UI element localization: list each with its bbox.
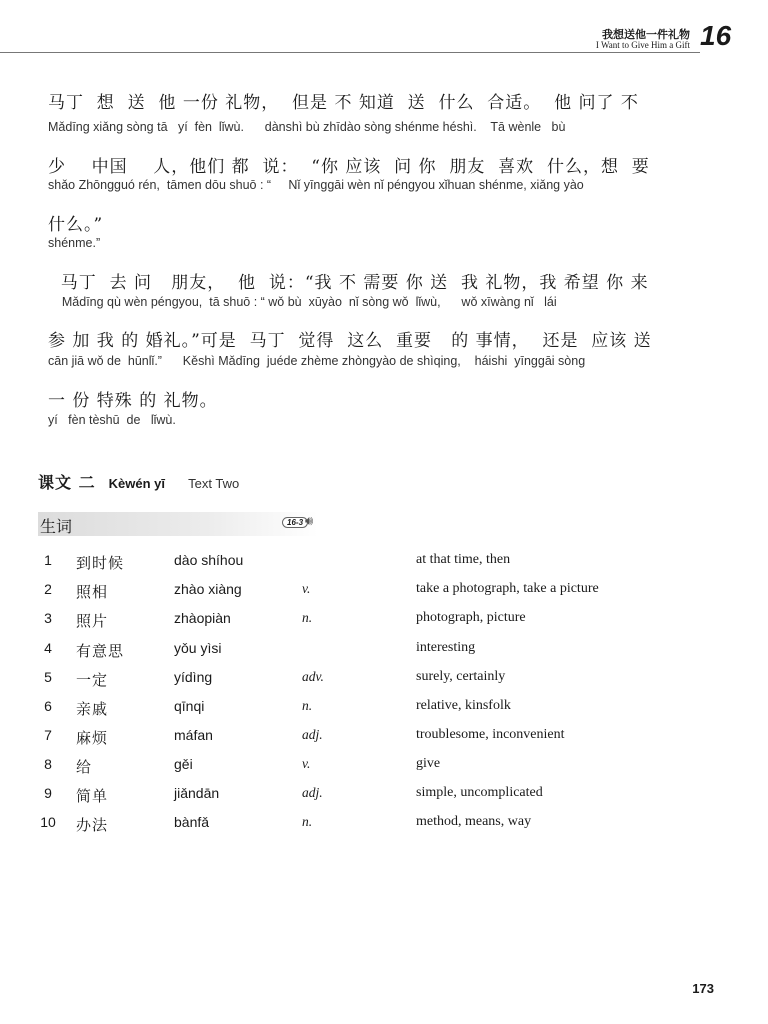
- vocab-definition: method, means, way: [416, 814, 532, 829]
- vocab-pinyin: yǒu yìsi: [174, 640, 222, 656]
- vocab-definition: interesting: [416, 640, 476, 655]
- vocab-row: [36, 727, 716, 756]
- vocab-row: [36, 610, 716, 639]
- vocab-part-of-speech: adj.: [302, 785, 323, 800]
- speaker-icon[interactable]: 🔊︎: [305, 514, 314, 529]
- section-title-pinyin: Kèwén yī: [108, 476, 166, 491]
- vocab-definition: relative, kinsfolk: [416, 698, 511, 713]
- vocab-characters: 给: [76, 758, 93, 776]
- passage-line-pinyin: cān jiā wǒ de hūnlǐ.” Kěshì Mǎdīng juéde zhème zhòngyào de shìqing, háishi yīnggāi sòng: [48, 354, 586, 368]
- vocab-number: 9: [44, 785, 52, 801]
- vocab-pinyin: jiǎndān: [174, 785, 220, 801]
- vocab-number: 4: [44, 640, 52, 656]
- vocab-definition: surely, certainly: [416, 669, 506, 684]
- vocab-definition: at that time, then: [416, 552, 511, 567]
- vocab-definition: give: [416, 756, 441, 771]
- vocab-row: [36, 669, 716, 698]
- passage-line-cn: 什么。”: [48, 215, 104, 235]
- vocab-title: 生词: [40, 517, 73, 536]
- passage-line-cn: 少 中国 人，他们 都 说： “你 应该 问 你 朋友 喜欢 什么，想 要: [48, 157, 650, 177]
- vocab-row: [36, 814, 716, 843]
- lesson-title-cn: 我想送他一件礼物: [602, 28, 690, 41]
- vocab-number: 6: [44, 698, 52, 714]
- vocab-row: [36, 698, 716, 727]
- vocab-part-of-speech: v.: [302, 581, 311, 596]
- vocab-definition: take a photograph, take a picture: [416, 581, 599, 596]
- vocab-row: [36, 640, 716, 669]
- passage-line-pinyin: Mǎdīng qù wèn péngyou, tā shuō : “ wǒ bù xūyào nǐ sòng wǒ lǐwù, wǒ xīwàng nǐ lái: [48, 295, 557, 309]
- vocab-header-band: [38, 512, 318, 536]
- vocab-part-of-speech: adj.: [302, 727, 323, 742]
- section-title-en: Text Two: [188, 476, 240, 491]
- vocab-pinyin: máfan: [174, 727, 213, 743]
- vocab-characters: 到时候: [76, 554, 125, 572]
- vocab-characters: 一定: [76, 671, 109, 689]
- vocab-row: [36, 756, 716, 785]
- vocab-definition: photograph, picture: [416, 610, 526, 625]
- vocab-characters: 办法: [76, 816, 109, 834]
- vocab-pinyin: qīnqi: [174, 698, 205, 714]
- page-header: [0, 0, 768, 60]
- passage-line-cn: 一 份 特殊 的 礼物。: [48, 391, 218, 411]
- passage-line-pinyin: yí fèn tèshū de lǐwù.: [48, 413, 176, 427]
- header-divider: [0, 52, 700, 53]
- vocab-characters: 麻烦: [76, 729, 109, 747]
- vocab-part-of-speech: v.: [302, 756, 311, 771]
- vocab-pinyin: bànfǎ: [174, 814, 210, 830]
- lesson-title-en: I Want to Give Him a Gift: [595, 40, 690, 50]
- vocab-part-of-speech: n.: [302, 698, 313, 713]
- vocab-row: [36, 581, 716, 610]
- vocab-pinyin: dào shíhou: [174, 552, 244, 568]
- vocab-row: [36, 552, 716, 581]
- passage-line-cn: 马丁 去 问 朋友， 他 说：“我 不 需要 你 送 我 礼物，我 希望 你 来: [48, 273, 649, 293]
- section-title-cn: 课文 二: [38, 473, 96, 492]
- vocab-number: 7: [44, 727, 52, 743]
- vocab-row: [36, 785, 716, 814]
- vocab-characters: 照相: [76, 583, 109, 601]
- vocab-pinyin: zhào xiàng: [174, 581, 242, 597]
- vocab-characters: 照片: [76, 612, 109, 630]
- passage-line-pinyin: shǎo Zhōngguó rén, tāmen dōu shuō : “ Nǐ yīnggāi wèn nǐ péngyou xǐhuan shénme, xiǎng yào: [48, 178, 584, 192]
- vocab-pinyin: zhàopiàn: [174, 610, 231, 626]
- vocab-part-of-speech: adv.: [302, 669, 324, 684]
- vocab-part-of-speech: n.: [302, 814, 313, 829]
- vocab-characters: 简单: [76, 787, 109, 805]
- vocab-number: 1: [44, 552, 52, 568]
- page-number: 173: [692, 981, 714, 996]
- vocab-number: 3: [44, 610, 52, 626]
- passage-line-pinyin: shénme.”: [48, 236, 101, 250]
- audio-track-tag[interactable]: 16-3: [282, 517, 308, 528]
- passage-line-pinyin: Mǎdīng xiǎng sòng tā yí fèn lǐwù. dànshì bù zhīdào sòng shénme héshì. Tā wènle bù: [48, 120, 566, 134]
- vocab-number: 5: [44, 669, 52, 685]
- vocab-pinyin: yídìng: [174, 669, 213, 685]
- vocab-characters: 亲戚: [76, 700, 109, 718]
- passage-line-cn: 马丁 想 送 他 一份 礼物， 但是 不 知道 送 什么 合适。 他 问了 不: [48, 93, 639, 113]
- section-title: [38, 470, 239, 493]
- vocab-definition: simple, uncomplicated: [416, 785, 543, 800]
- lesson-number: 16: [700, 20, 732, 51]
- vocab-part-of-speech: n.: [302, 610, 313, 625]
- vocab-pinyin: gěi: [174, 756, 193, 772]
- vocab-definition: troublesome, inconvenient: [416, 727, 565, 742]
- vocab-characters: 有意思: [76, 642, 125, 660]
- vocab-number: 8: [44, 756, 52, 772]
- vocab-number: 10: [40, 814, 56, 830]
- passage-line-cn: 参 加 我 的 婚礼。”可是 马丁 觉得 这么 重要 的 事情， 还是 应该 送: [48, 331, 652, 351]
- vocab-number: 2: [44, 581, 52, 597]
